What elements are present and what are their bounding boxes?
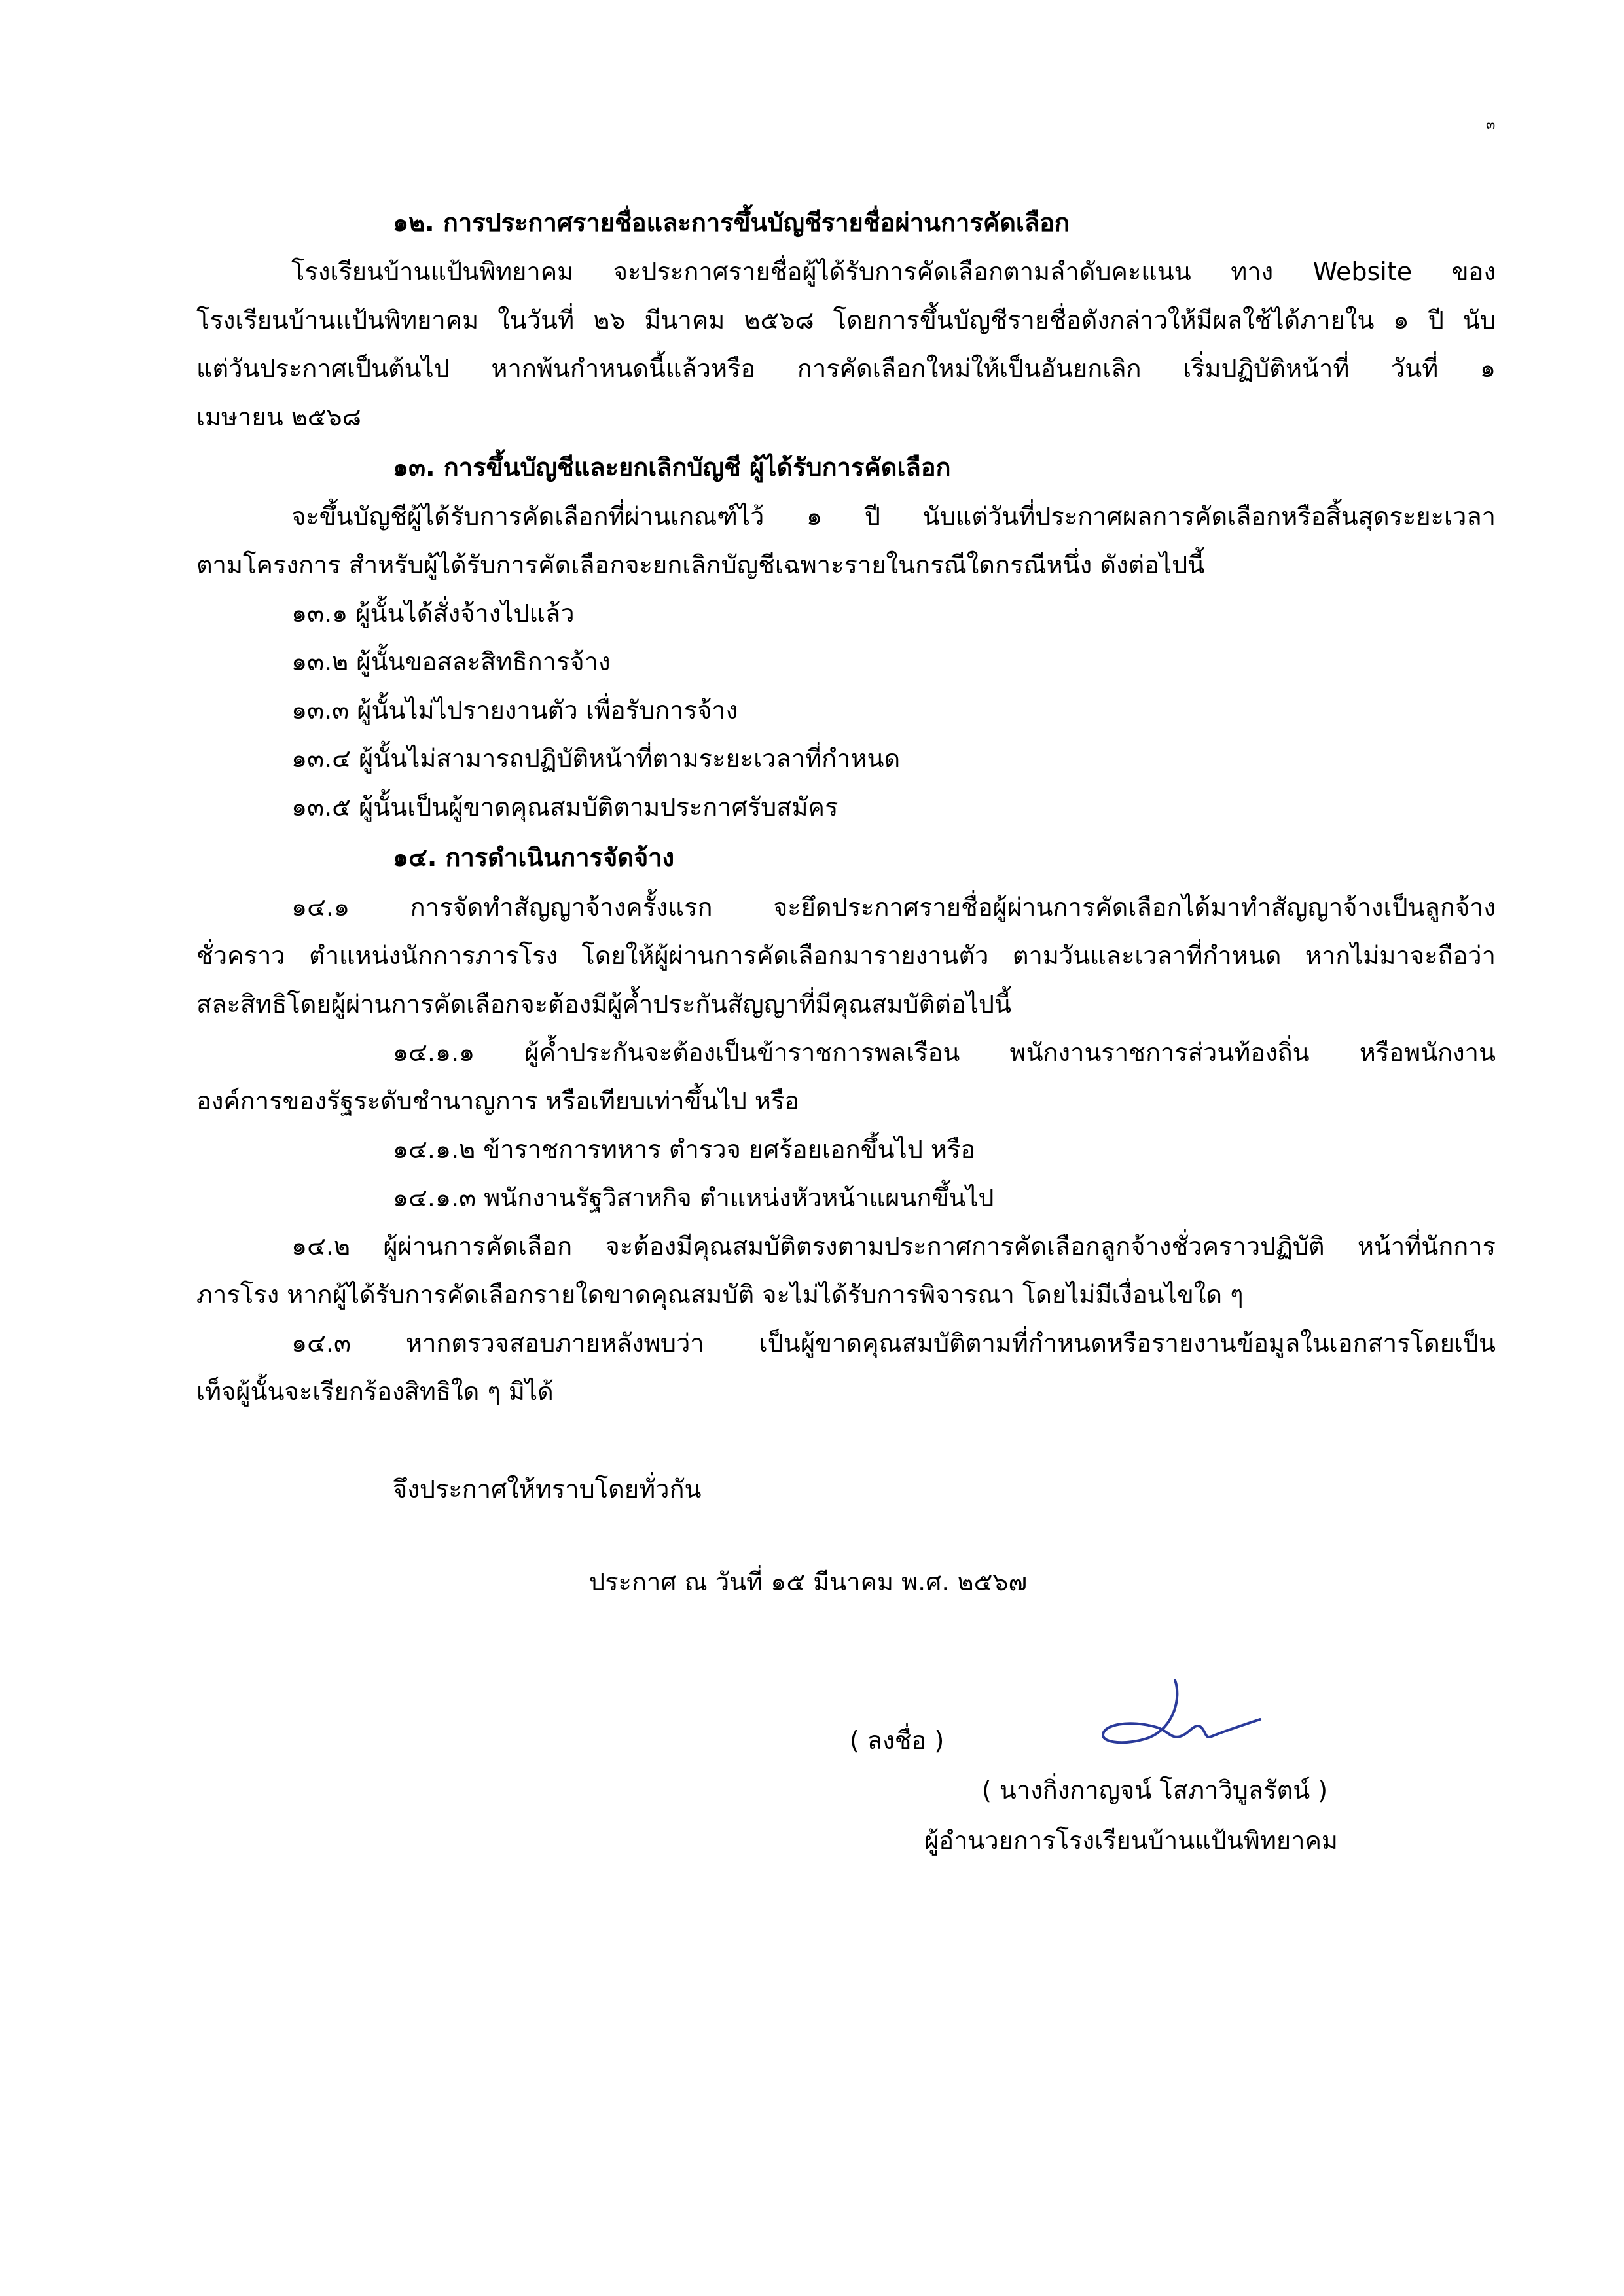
section-13-item-3: ๑๓.๓ ผู้นั้นไม่ไปรายงานตัว เพื่อรับการจ้าง	[291, 696, 738, 725]
page-number: ๓	[1486, 117, 1496, 132]
section-13-line-1: จะขึ้นบัญชีผู้ได้รับการคัดเลือกที่ผ่านเกณฑ์ไว้ ๑ ปี นับแต่วันที่ประกาศผลการคัดเลือกหรือสิ้นสุดระยะเวลา	[291, 502, 1496, 531]
section-12-line-2: โรงเรียนบ้านแป้นพิทยาคม ในวันที่ ๒๖ มีนาคม ๒๕๖๘ โดยการขึ้นบัญชีรายชื่อดังกล่าวให้มีผลใช้ได้ภายใน ๑ ปี นับ	[196, 306, 1496, 334]
section-14-1-2: ๑๔.๑.๒ ข้าราชการทหาร ตำรวจ ยศร้อยเอกขึ้นไป หรือ	[393, 1135, 976, 1164]
section-13-item-5: ๑๓.๕ ผู้นั้นเป็นผู้ขาดคุณสมบัติตามประกาศรับสมัคร	[291, 793, 839, 821]
section-12-line-1: โรงเรียนบ้านแป้นพิทยาคม จะประกาศรายชื่อผู้ได้รับการคัดเลือกตามลำดับคะแนน ทาง Website ของ	[291, 257, 1496, 286]
section-13-item-2: ๑๓.๒ ผู้นั้นขอสละสิทธิการจ้าง	[291, 647, 611, 676]
sign-label: ( ลงชื่อ )	[850, 1726, 945, 1755]
announcement-date: ประกาศ ณ วันที่ ๑๕ มีนาคม พ.ศ. ๒๕๖๗	[589, 1568, 1028, 1596]
section-13-heading: ๑๓. การขึ้นบัญชีและยกเลิกบัญชี ผู้ได้รับการคัดเลือก	[393, 453, 951, 482]
section-14-3-line-1: ๑๔.๓ หากตรวจสอบภายหลังพบว่า เป็นผู้ขาดคุณสมบัติตามที่กำหนดหรือรายงานข้อมูลในเอกสารโดยเป็น	[291, 1329, 1496, 1357]
section-13-item-1: ๑๓.๑ ผู้นั้นได้สั่งจ้างไปแล้ว	[291, 599, 575, 628]
section-12-line-3: แต่วันประกาศเป็นต้นไป หากพ้นกำหนดนี้แล้วหรือ การคัดเลือกใหม่ให้เป็นอันยกเลิก เริ่มปฏิบัติหน้าที่ วันที่ ๑	[196, 354, 1496, 383]
signatory-name: ( นางกิ่งกาญจน์ โสภาวิบูลรัตน์ )	[982, 1776, 1328, 1804]
section-14-1-3: ๑๔.๑.๓ พนักงานรัฐวิสาหกิจ ตำแหน่งหัวหน้าแผนกขึ้นไป	[393, 1183, 994, 1212]
section-14-2-line-2: ภารโรง หากผู้ได้รับการคัดเลือกรายใดขาดคุณสมบัติ จะไม่ได้รับการพิจารณา โดยไม่มีเงื่อนไขใด ๆ	[196, 1280, 1244, 1309]
section-14-3-line-2: เท็จผู้นั้นจะเรียกร้องสิทธิใด ๆ มิได้	[196, 1377, 554, 1406]
signatory-position: ผู้อำนวยการโรงเรียนบ้านแป้นพิทยาคม	[924, 1826, 1338, 1855]
section-12-heading: ๑๒. การประกาศรายชื่อและการขึ้นบัญชีรายชื่อผ่านการคัดเลือก	[393, 208, 1070, 237]
section-14-2-line-1: ๑๔.๒ ผู้ผ่านการคัดเลือก จะต้องมีคุณสมบัติตรงตามประกาศการคัดเลือกลูกจ้างชั่วคราวปฏิบัติ หน้าที่นักการ	[291, 1232, 1496, 1261]
section-14-1-line-3: สละสิทธิโดยผู้ผ่านการคัดเลือกจะต้องมีผู้ค้ำประกันสัญญาที่มีคุณสมบัติต่อไปนี้	[196, 990, 1012, 1018]
closing-text: จึงประกาศให้ทราบโดยทั่วกัน	[393, 1475, 702, 1503]
handwritten-signature	[1083, 1672, 1273, 1770]
section-12-line-4: เมษายน ๒๕๖๘	[196, 403, 361, 431]
section-14-1-line-1: ๑๔.๑ การจัดทำสัญญาจ้างครั้งแรก จะยึดประกาศรายชื่อผู้ผ่านการคัดเลือกได้มาทำสัญญาจ้างเป็นลูกจ้าง	[291, 893, 1496, 922]
section-14-1-line-2: ชั่วคราว ตำแหน่งนักการภารโรง โดยให้ผู้ผ่านการคัดเลือกมารายงานตัว ตามวันและเวลาที่กำหนด หากไม่มาจะถือว่า	[196, 941, 1496, 970]
section-14-1-1-line-1: ๑๔.๑.๑ ผู้ค้ำประกันจะต้องเป็นข้าราชการพลเรือน พนักงานราชการส่วนท้องถิ่น หรือพนักงาน	[393, 1038, 1496, 1067]
section-14-heading: ๑๔. การดำเนินการจัดจ้าง	[393, 843, 675, 872]
section-14-1-1-line-2: องค์การของรัฐระดับชำนาญการ หรือเทียบเท่าขึ้นไป หรือ	[196, 1086, 800, 1115]
section-13-item-4: ๑๓.๔ ผู้นั้นไม่สามารถปฏิบัติหน้าที่ตามระยะเวลาที่กำหนด	[291, 744, 901, 773]
section-13-line-2: ตามโครงการ สำหรับผู้ได้รับการคัดเลือกจะยกเลิกบัญชีเฉพาะรายในกรณีใดกรณีหนึ่ง ดังต่อไปนี้	[196, 550, 1205, 579]
